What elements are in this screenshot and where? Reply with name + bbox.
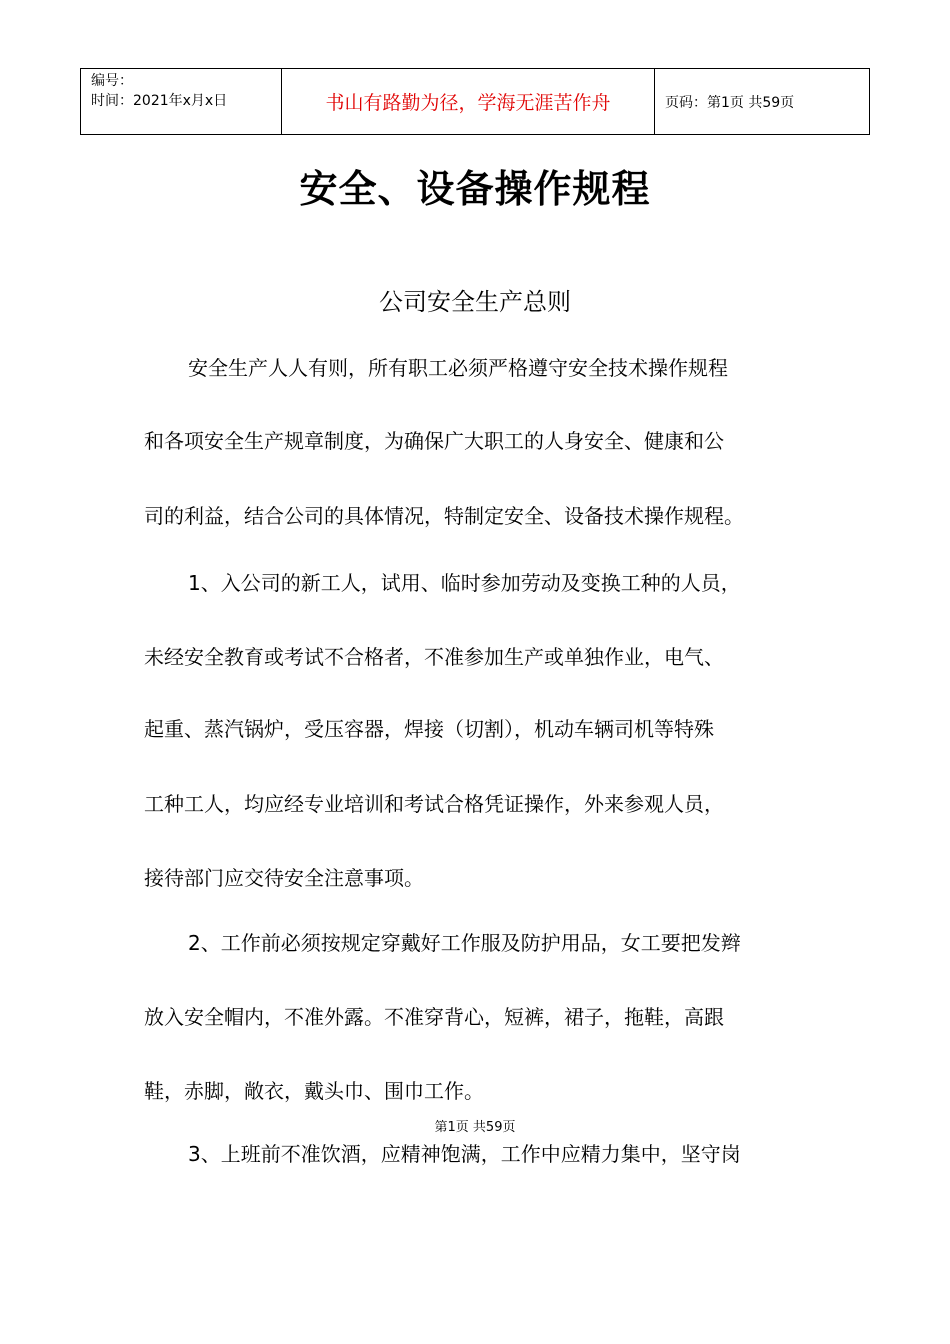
serial-label: 编号： — [91, 73, 133, 89]
paragraph-line: 和各项安全生产规章制度，为确保广大职工的人身安全、健康和公 — [144, 429, 724, 453]
document-title: 安全、设备操作规程 — [299, 167, 651, 211]
motto-text: 书山有路勤为径，学海无涯苦作舟 — [325, 92, 611, 114]
paragraph-line: 起重、蒸汽锅炉，受压容器，焊接（切割），机动车辆司机等特殊 — [144, 717, 714, 741]
paragraph-line: 鞋，赤脚，敞衣，戴头巾、围巾工作。 — [144, 1079, 484, 1103]
paragraph-line: 3、上班前不准饮酒，应精神饱满，工作中应精力集中，坚守岗 — [188, 1142, 741, 1166]
paragraph-line: 未经安全教育或考试不合格者，不准参加生产或单独作业，电气、 — [144, 645, 724, 669]
paragraph-line: 2、工作前必须按规定穿戴好工作服及防护用品，女工要把发辫 — [188, 931, 741, 955]
motto-cell — [282, 69, 655, 134]
paragraph-line: 1、入公司的新工人，试用、临时参加劳动及变换工种的人员， — [188, 571, 741, 595]
section-title: 公司安全生产总则 — [379, 288, 571, 316]
page-code-text: 页码：第1页 共59页 — [665, 94, 795, 111]
paragraph-line: 工种工人，均应经专业培训和考试合格凭证操作，外来参观人员， — [144, 792, 724, 816]
paragraph-line: 放入安全帽内，不准外露。不准穿背心，短裤，裙子，拖鞋，高跟 — [144, 1005, 724, 1029]
time-label: 时间：2021年x月x日 — [91, 93, 228, 109]
page-footer: 第1页 共59页 — [434, 1120, 516, 1135]
header-info-cell — [81, 69, 282, 134]
paragraph-line: 司的利益，结合公司的具体情况，特制定安全、设备技术操作规程。 — [144, 504, 744, 528]
page-code-cell — [655, 69, 869, 134]
paragraph-line: 安全生产人人有则，所有职工必须严格遵守安全技术操作规程 — [188, 356, 728, 380]
header-table — [80, 68, 870, 135]
paragraph-line: 接待部门应交待安全注意事项。 — [144, 866, 424, 890]
